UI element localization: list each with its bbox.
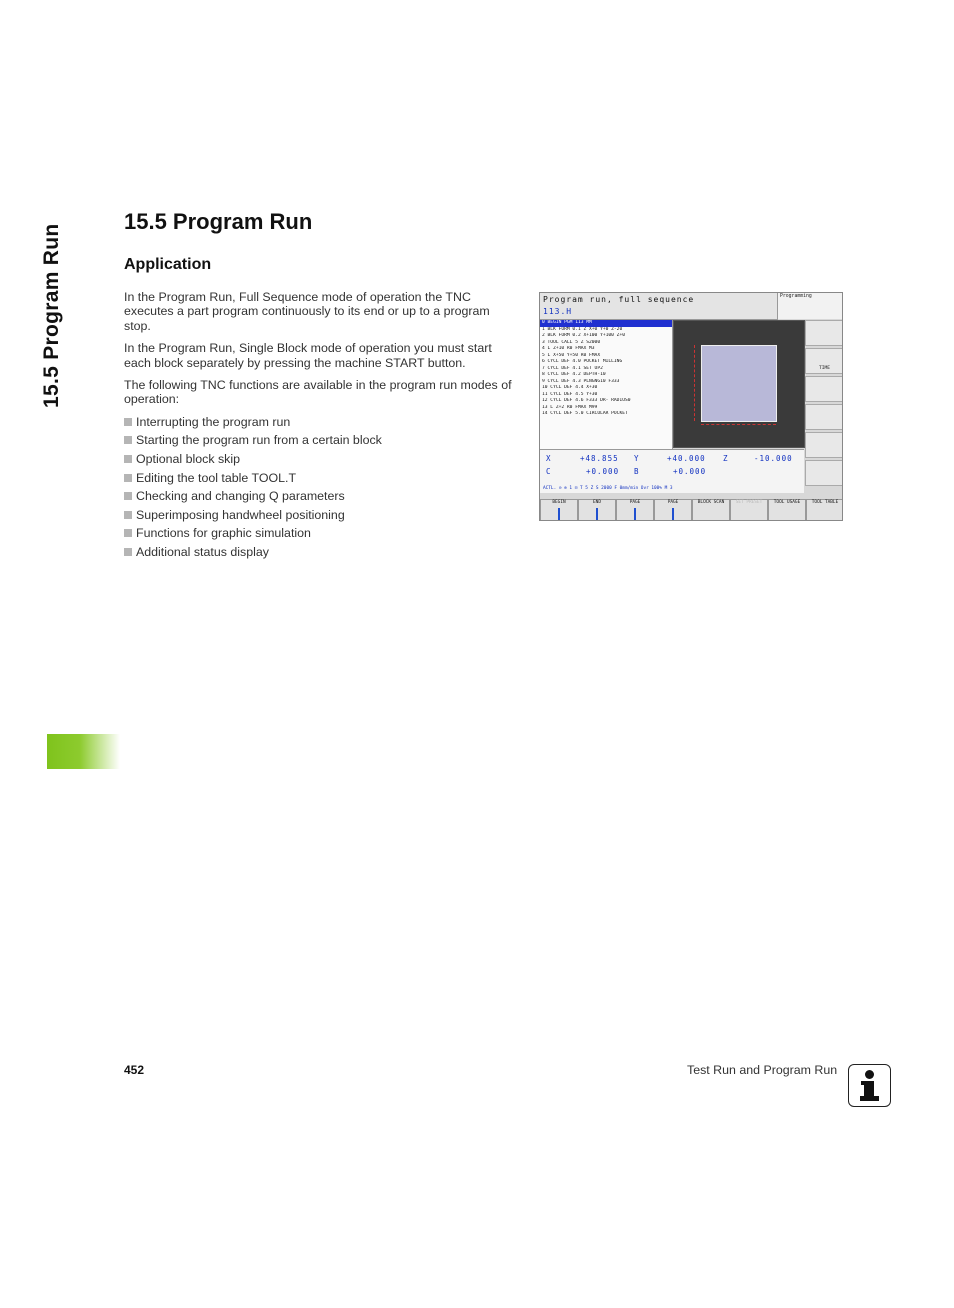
softkey-begin[interactable]: BEGIN [540, 499, 578, 521]
listing-line: 11 CYCL DEF 4.5 Y+30 [542, 391, 598, 397]
c-axis-value: +0.000 [586, 467, 620, 476]
b-axis-value: +0.000 [673, 467, 707, 476]
x-axis-value: +48.855 [580, 454, 619, 463]
bullet-square-icon [124, 455, 132, 463]
section-subtitle: Application [124, 256, 212, 273]
z-axis-label: Z [723, 454, 729, 463]
workpiece-blank [701, 345, 777, 422]
c-axis-label: C [546, 467, 552, 476]
bullet-square-icon [124, 492, 132, 500]
bullet-square-icon [124, 474, 132, 482]
listing-line: 10 CYCL DEF 4.4 X+30 [542, 385, 598, 390]
screen-header [540, 293, 778, 320]
program-name: 113.H [543, 307, 573, 316]
programming-label: Programming [780, 294, 812, 299]
paragraph: In the Program Run, Single Block mode of operation you must start each block separately by pressing the machine START button. [124, 341, 492, 370]
page-number: 452 [124, 1063, 145, 1077]
softkey-page-up[interactable]: PAGE [616, 499, 654, 521]
softkey-block-scan[interactable]: BLOCK SCAN [692, 499, 730, 521]
listing-line: 9 CYCL DEF 4.3 PLNGNG10 F333 [542, 378, 620, 384]
arrow-up-icon [558, 508, 560, 520]
function-list [124, 415, 516, 560]
listing-line: 3 TOOL CALL 5 Z S2000 [542, 339, 601, 345]
listing-line: 6 CYCL DEF 4.0 POCKET MILLING [542, 359, 623, 364]
x-axis-label: X [546, 454, 552, 463]
listing-line: 13 L Z+2 R0 FMAX M99 [542, 404, 598, 410]
listing-line: 4 L Z+10 R0 FMAX M3 [542, 346, 595, 351]
listing-line: 12 CYCL DEF 4.6 F333 DR- RADIUS0 [542, 398, 631, 403]
bullet-square-icon [124, 511, 132, 519]
vertical-softkey-time[interactable]: TIME [805, 348, 843, 374]
y-axis-value: +40.000 [667, 454, 706, 463]
listing-line: 7 CYCL DEF 4.1 SET UP2 [542, 365, 603, 371]
arrow-down-icon [672, 508, 674, 520]
info-icon [848, 1064, 891, 1107]
softkey-bar [540, 499, 843, 521]
vertical-softkey[interactable] [805, 320, 843, 346]
bullet-square-icon [124, 548, 132, 556]
list-item: Interrupting the program run [124, 415, 516, 429]
workpiece-graphic [673, 320, 805, 448]
body-text [124, 290, 516, 564]
arrow-down-icon [596, 508, 598, 520]
position-display [540, 449, 804, 493]
section-title: 15.5 Program Run [124, 209, 313, 234]
paragraph: In the Program Run, Full Sequence mode of operation the TNC executes a part program continuously to its end or up to a program stop. [124, 290, 490, 333]
vertical-softkey[interactable] [805, 376, 843, 402]
bullet-square-icon [124, 436, 132, 444]
footer-chapter-title: Test Run and Program Run [687, 1063, 838, 1077]
y-axis-label: Y [634, 454, 640, 463]
vertical-softkey[interactable] [805, 460, 843, 486]
arrow-up-icon [634, 508, 636, 520]
b-axis-label: B [634, 467, 640, 476]
list-item: Starting the program run from a certain block [124, 433, 516, 447]
program-listing [540, 320, 673, 449]
softkey-set-preset[interactable]: SET PRESET [730, 499, 768, 521]
horizontal-ruler [701, 424, 776, 427]
softkey-tool-table[interactable]: TOOL TABLE [806, 499, 843, 521]
list-item: Checking and changing Q parameters [124, 489, 516, 503]
softkey-page-down[interactable]: PAGE [654, 499, 692, 521]
listing-line: 14 CYCL DEF 5.0 CIRCULAR POCKET [542, 411, 628, 416]
status-line: ACTL. ⊙ ⊕ 1 ⊡ T 5 Z S 2000 F 0mm/min Ovr 100% M 3 [543, 486, 673, 491]
listing-line: 2 BLK FORM 0.2 X+100 Y+100 Z+0 [542, 333, 625, 338]
listing-line-active: 0 BEGIN PGM 113 MM [540, 320, 672, 327]
vertical-softkey[interactable] [805, 404, 843, 430]
list-item: Additional status display [124, 545, 516, 559]
programming-mode-box [778, 293, 843, 319]
bullet-square-icon [124, 529, 132, 537]
bullet-square-icon [124, 418, 132, 426]
list-item: Editing the tool table TOOL.T [124, 471, 516, 485]
listing-line: 8 CYCL DEF 4.2 DEPTH-10 [542, 372, 606, 377]
softkey-end[interactable]: END [578, 499, 616, 521]
chapter-tab-marker [47, 734, 120, 769]
vertical-softkey-bar [805, 320, 843, 492]
paragraph: The following TNC functions are available in the program run modes of operation: [124, 378, 512, 407]
list-item: Functions for graphic simulation [124, 526, 516, 540]
operating-mode-label: Program run, full sequence [543, 295, 695, 304]
listing-line: 1 BLK FORM 0.1 Z X+0 Y+0 Z-20 [542, 326, 623, 332]
list-item: Superimposing handwheel positioning [124, 508, 516, 522]
listing-line: 5 L X+50 Y+50 R0 FMAX [542, 352, 601, 358]
z-axis-value: -10.000 [754, 454, 793, 463]
softkey-tool-usage[interactable]: TOOL USAGE [768, 499, 806, 521]
list-item: Optional block skip [124, 452, 516, 466]
tnc-screen-figure [539, 292, 843, 521]
vertical-ruler [694, 345, 697, 421]
side-chapter-title: 15.5 Program Run [40, 223, 63, 408]
vertical-softkey[interactable] [805, 432, 843, 458]
